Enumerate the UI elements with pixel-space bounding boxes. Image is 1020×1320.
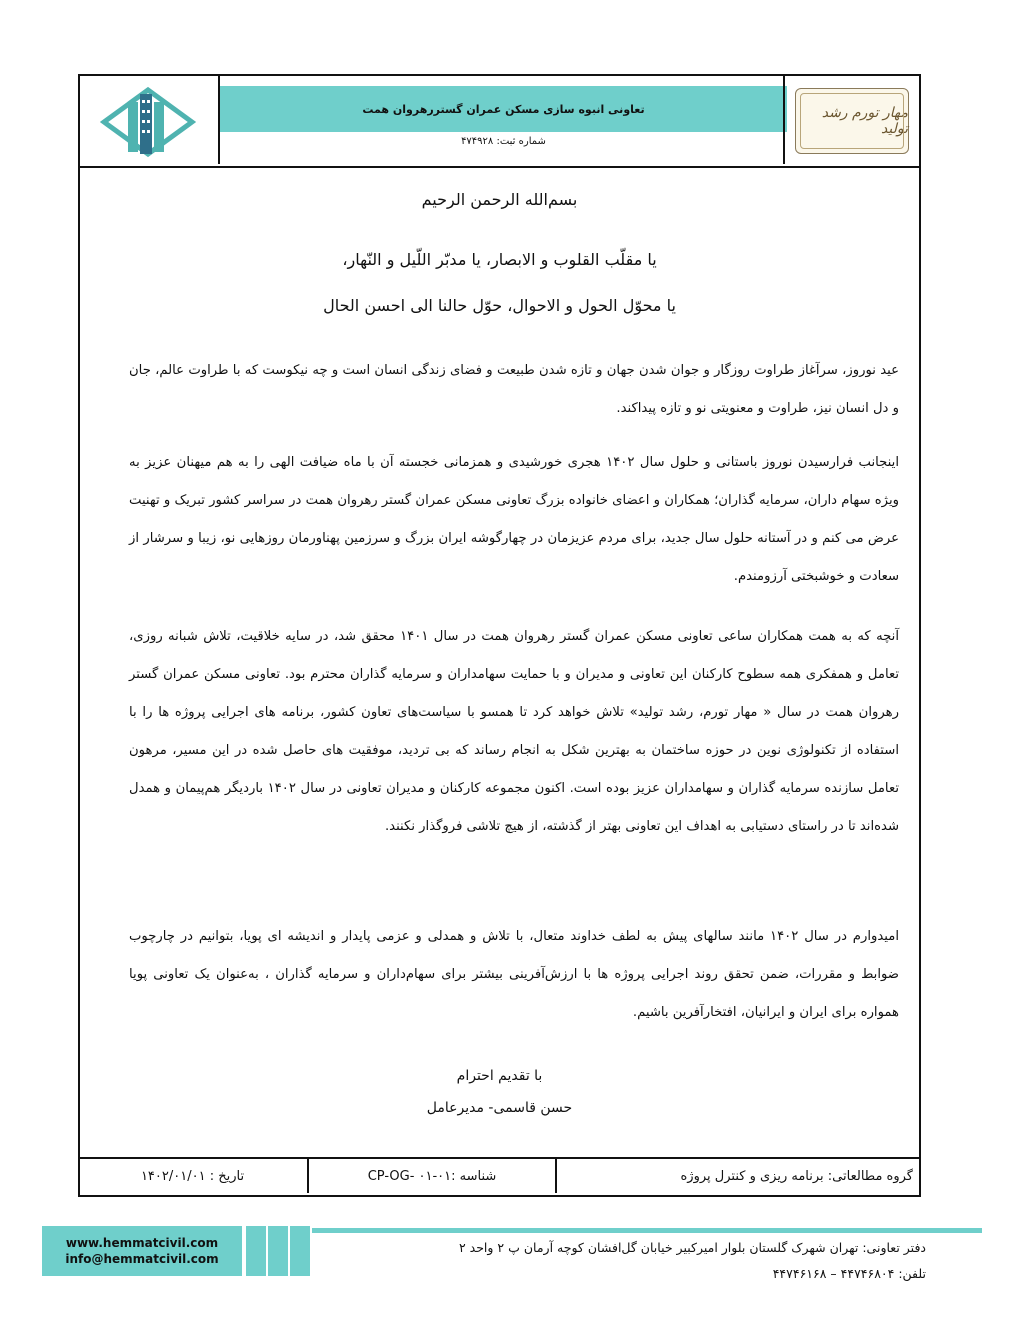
footer-bar xyxy=(290,1226,310,1276)
title-cell xyxy=(220,76,787,164)
cooperative-name: تعاونی انبوه سازی مسکن عمران گستررهروان همت xyxy=(220,86,787,132)
seal-logo-cell xyxy=(783,76,919,164)
paragraph-4: امیدوارم در سال ۱۴۰۲ مانند سالهای پیش به لطف خداوند متعال، با تلاش و همدلی و عزمی پایدار و اندیشه ای پویا، بتوانیم در چارچوب ضوابط و مقررات، ضمن تحقق روند اجرایی پروژه ها با ارزش‌آفرینی بیشتر برای سهام‌داران و سرمایه گذاران ، به‌عنوان یک تعاونی پویا همواره برای ایران و ایرانیان، افتخارآفرین باشیم. xyxy=(129,929,899,1020)
prayer-line-2: یا محوّل الحول و الاحوال، حوّل حالنا الی احسن الحال xyxy=(323,296,676,315)
signature-line: حسن قاسمی- مدیرعامل xyxy=(426,1100,573,1116)
slogan-seal-logo xyxy=(795,88,909,154)
footer-bar xyxy=(268,1226,288,1276)
building-logo-cell xyxy=(80,76,220,164)
building-logo-icon xyxy=(100,86,196,158)
paragraph-2: اینجانب فرارسیدن نوروز باستانی و حلول سال ۱۴۰۲ هجری خورشیدی و همزمانی خجسته آن با ماه ضیافت الهی را به هم میهنان عزیز به ویژه سهام داران، سرمایه گذاران؛ همکاران و اعضای خانواده بزرگ تعاونی مسکن عمران گستر رهروان همت در سراسر کشور تبریک و تهنیت عرض می کنم و در آستانه حلول سال جدید، برای مردم عزیزمان در چهارگوشه ایران بزرگ و سرزمین پهناورمان روزهایی نو، زیبا و سرشار از سعادت و خوشبختی آرزومندم. xyxy=(129,455,899,584)
footer-bar xyxy=(246,1226,266,1276)
office-address: دفتر تعاونی: تهران شهرک گلستان بلوار امیرکبیر خیابان گل‌افشان کوچه آرمان پ ۲ واحد ۲ xyxy=(458,1240,926,1255)
website-link[interactable]: www.hemmatcivil.com xyxy=(65,1236,219,1250)
email-link[interactable]: info@hemmatcivil.com xyxy=(65,1252,219,1266)
contact-box xyxy=(42,1226,242,1276)
letter-header xyxy=(80,76,919,168)
letter-frame xyxy=(78,74,921,1197)
study-group: گروه مطالعاتی: برنامه ریزی و کنترل پروژه xyxy=(555,1159,919,1193)
paragraph-3: آنچه که به همت همکاران ساعی تعاونی مسکن عمران گستر رهروان همت در سال ۱۴۰۱ محقق شد، در سایه خلاقیت، تلاش شبانه روزی، تعامل و همفکری همه سطوح کارکنان این تعاونی و مدیران و با حمایت سهامداران و سرمایه گذاران محترم بود. تعاونی مسکن عمران گستر رهروان همت در سال « مهار تورم، رشد تولید» تلاش خواهد کرد تا همسو با سیاست‌های تعاون کشور، برنامه های اجرایی پروژه ها را با استفاده از تکنولوژی نوین در حوزه ساختمان به بهترین شکل به انجام رساند که بی تردید، موفقیت های حاصل شده در این مسیر، مرهون تعامل سازنده سرمایه گذاران و سهامداران عزیز بوده است. اکنون مجموعه کارکنان و مدیران تعاونی در سال ۱۴۰۲ باردیگر هم‌پیمان و همدل شده‌اند تا در راستای دستیابی به اهداف این تعاونی بهتر از گذشته، از هیچ تلاشی فروگذار نکنند. xyxy=(129,629,899,834)
document-date: تاریخ : ۱۴۰۲/۰۱/۰۱ xyxy=(140,1168,245,1184)
document-code: شناسه :CP-OG- ۰۱-۰۱ xyxy=(307,1159,555,1193)
footer-accent-line xyxy=(312,1228,982,1233)
office-phone: تلفن: ۴۴۷۴۶۸۰۴ – ۴۴۷۴۶۱۶۸ xyxy=(772,1266,926,1281)
prayer-line-1: یا مقلّب القلوب و الابصار، یا مدبّر اللّیل و النّهار، xyxy=(342,250,657,269)
closing-line: با تقدیم احترام xyxy=(456,1068,543,1084)
document-info-row xyxy=(80,1157,919,1195)
paragraph-1: عید نوروز، سرآغاز طراوت روزگار و جوان شدن جهان و تازه شدن طبیعت و فضای زندگی انسان است و چه نیکوست که با طراوت عالم، جان و دل انسان نیز، طراوت و معنویتی نو و تازه پیداکند. xyxy=(129,363,899,416)
basmala: بسم‌الله الرحمن الرحیم xyxy=(421,190,578,209)
registration-number: شماره ثبت: ۴۷۴۹۲۸ xyxy=(461,136,546,147)
letter-body xyxy=(80,166,919,1161)
seal-text: مهار تورم رشد تولید xyxy=(821,105,908,137)
